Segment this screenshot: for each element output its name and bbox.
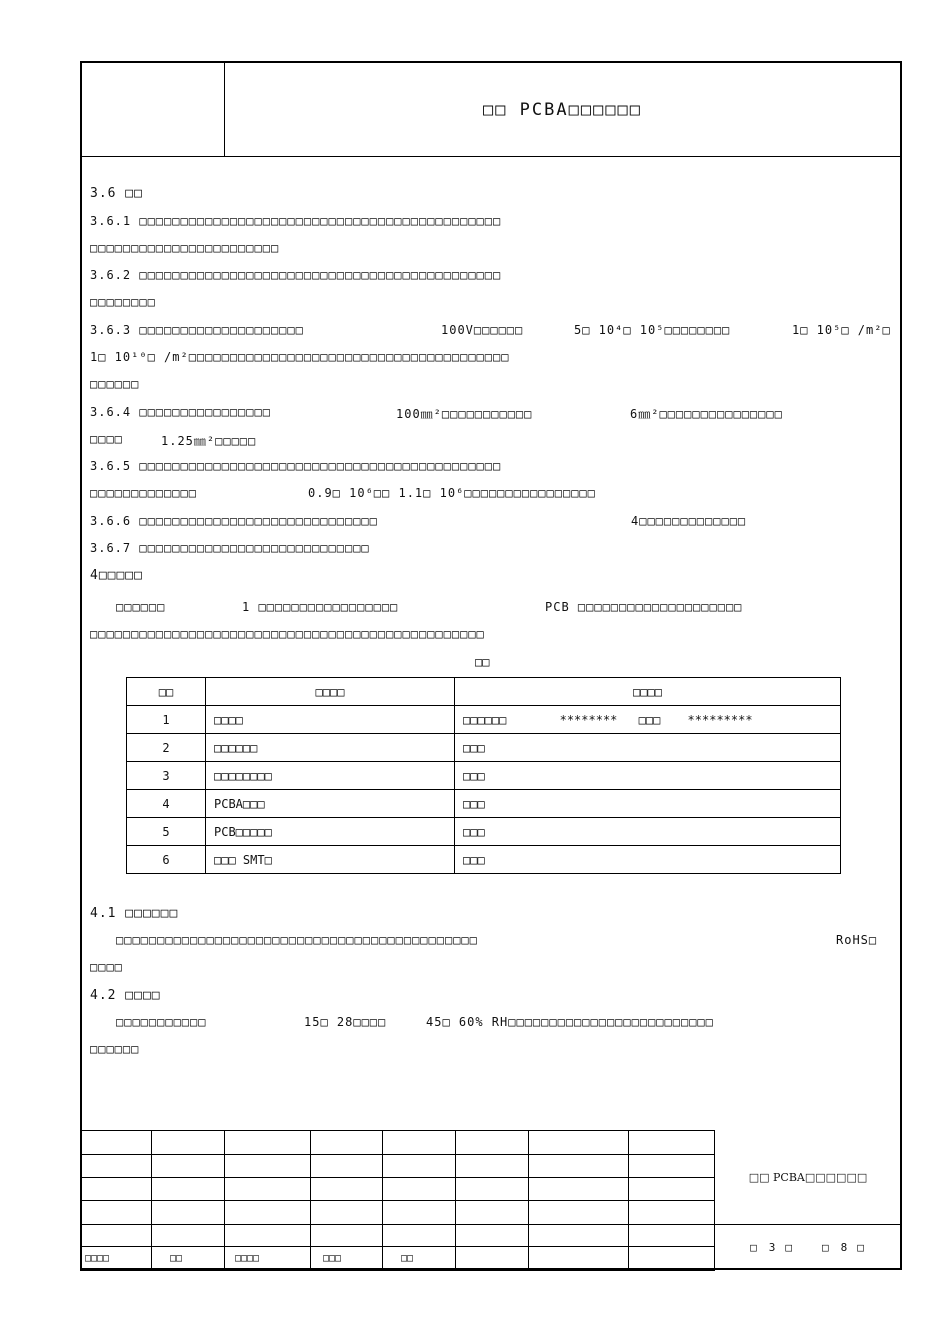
para-4-1-line2: □□□□ [90,960,123,974]
para-3-6-3-line2: 1□ 10¹⁰□ /m²□□□□□□□□□□□□□□□□□□□□□□□□□□□□□□□□□□□□□□□ [90,350,510,364]
para-3-6-7: 3.6.7 □□□□□□□□□□□□□□□□□□□□□□□□□□□□ [90,541,370,555]
para-4-2-line2: □□□□□□ [90,1042,140,1056]
row-spec-mask-1: ******** [559,712,618,727]
document-title: □□ PCBA□□□□□□ [482,99,643,120]
para-4-line2: □□□□□□□□□□□□□□□□□□□□□□□□□□□□□□□□□□□□□□□□□□□□□□□□ [90,627,485,641]
row-no: 5 [127,818,206,846]
section-4-1-heading: 4.1 □□□□□□ [90,906,179,921]
page-current: 3 [768,1240,778,1254]
row-spec-mask-2: ********* [687,712,753,727]
para-4-line1-c: PCB □□□□□□□□□□□□□□□□□□□□ [545,600,743,614]
para-3-6-2-line2: □□□□□□□□ [90,295,156,309]
para-4-line1-a: □□□□□□ [116,600,166,614]
row-spec: □□□ [455,790,841,818]
row-no: 3 [127,762,206,790]
page-total: 8 [840,1240,850,1254]
para-3-6-3-line1-a: 3.6.3 □□□□□□□□□□□□□□□□□□□□ [90,323,304,337]
page-total-prefix: □ [822,1240,831,1254]
para-3-6-5-line1: 3.6.5 □□□□□□□□□□□□□□□□□□□□□□□□□□□□□□□□□□□□□□□□□□□□ [90,459,502,473]
page-mid: □ [785,1240,794,1254]
table-row [127,790,841,818]
para-3-6-5-line2-a: □□□□□□□□□□□□□ [90,486,197,500]
para-3-6-4-line2-a: □□□□ [90,432,123,446]
row-spec-text: □□□□□□ [463,712,507,727]
page-prefix: □ [750,1240,759,1254]
row-item: □□□□ [206,706,455,734]
row-spec: □□□ [455,762,841,790]
row-item: □□□ SMT□ [206,846,455,874]
para-3-6-4-line1-b: 100㎜²□□□□□□□□□□□ [396,407,533,421]
para-3-6-6-b: 4□□□□□□□□□□□□□ [631,514,747,528]
para-3-6-4-line1-c: 6㎜²□□□□□□□□□□□□□□□ [630,407,783,421]
row-spec: □□□ [455,818,841,846]
sig-label-change-no: □□□□ [225,1247,311,1271]
para-3-6-3-line1-d: 1□ 10⁵□ /m²□ [792,323,891,337]
table-row [127,734,841,762]
sig-label-signature: □□□ [311,1247,383,1271]
header-logo-cell [82,63,225,156]
section-3-6-heading: 3.6 □□ [90,186,143,201]
para-3-6-4-line1-a: 3.6.4 □□□□□□□□□□□□□□□□ [90,405,271,419]
para-3-6-5-line2-b: 0.9□ 10⁶□□ 1.1□ 10⁶□□□□□□□□□□□□□□□□ [308,486,596,500]
row-spec-text-2: □□□ [638,712,661,727]
row-item: PCBA□□□ [206,790,455,818]
para-4-line1-b: 1 □□□□□□□□□□□□□□□□□ [242,600,399,614]
header-spec: □□□□ [455,678,841,706]
para-4-1-line1: □□□□□□□□□□□□□□□□□□□□□□□□□□□□□□□□□□□□□□□□□□□□ [116,933,478,947]
para-4-1-line1-end: RoHS□ [836,933,878,947]
para-3-6-3-line1-c: 5□ 10⁴□ 10⁵□□□□□□□□ [574,323,731,337]
signature-block [80,1130,902,1270]
row-no: 2 [127,734,206,762]
table-row [127,762,841,790]
para-3-6-3-line1-b: 100V□□□□□□ [441,323,524,337]
para-3-6-1-line2: □□□□□□□□□□□□□□□□□□□□□□□ [90,241,280,255]
row-spec: □□□ [455,846,841,874]
row-no: 1 [127,706,206,734]
row-spec [455,706,841,734]
footer-page-number [714,1224,902,1270]
row-no: 4 [127,790,206,818]
section-4-heading: 4□□□□□ [90,568,143,583]
para-3-6-3-line3: □□□□□□ [90,377,140,391]
row-item: □□□□□□ [206,734,455,762]
para-3-6-4-line2-b: 1.25㎜²□□□□□ [161,434,257,448]
header-item: □□□□ [206,678,455,706]
page-suffix: □ [857,1240,866,1254]
row-item: PCB□□□□□ [206,818,455,846]
signature-grid [80,1130,715,1271]
para-3-6-2-line1: 3.6.2 □□□□□□□□□□□□□□□□□□□□□□□□□□□□□□□□□□□□□□□□□□□□ [90,268,502,282]
table-caption: □□ [475,655,490,669]
para-4-2-line1-b: 15□ 28□□□□ [304,1015,387,1029]
header-divider [82,156,900,157]
sig-label-date: □□ [383,1247,456,1271]
para-4-2-line1-a: □□□□□□□□□□□ [116,1015,207,1029]
footer-doc-title: □□ PCBA□□□□□□ [748,1170,868,1184]
equipment-table [126,677,841,874]
section-4-2-heading: 4.2 □□□□ [90,988,161,1003]
row-item: □□□□□□□□ [206,762,455,790]
table-row [127,706,841,734]
table-row [127,846,841,874]
sig-label-count: □□ [152,1247,225,1271]
table-header-row [127,678,841,706]
para-3-6-1-line1: 3.6.1 □□□□□□□□□□□□□□□□□□□□□□□□□□□□□□□□□□□□□□□□□□□□ [90,214,502,228]
row-no: 6 [127,846,206,874]
para-4-2-line1-c: 45□ 60% RH□□□□□□□□□□□□□□□□□□□□□□□□□ [426,1015,714,1029]
row-spec: □□□ [455,734,841,762]
sig-label-mark: □□□□ [81,1247,152,1271]
para-3-6-6-a: 3.6.6 □□□□□□□□□□□□□□□□□□□□□□□□□□□□□ [90,514,378,528]
table-row [127,818,841,846]
header-no: □□ [127,678,206,706]
